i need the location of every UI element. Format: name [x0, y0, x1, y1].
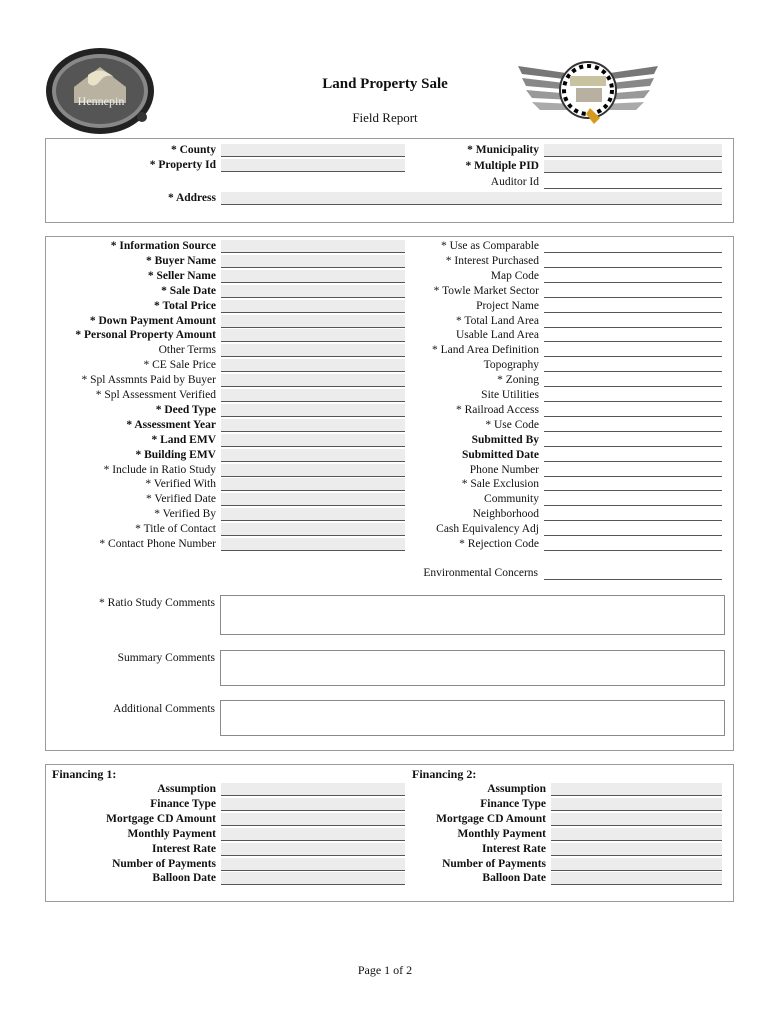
address-row	[0, 191, 770, 206]
total-price-label: * Total Price	[154, 300, 216, 312]
auditor-id-label: Auditor Id	[490, 176, 539, 188]
topography-row	[0, 358, 770, 373]
include-in-ratio-study-label: * Include in Ratio Study	[103, 464, 216, 476]
map-code-label: Map Code	[490, 270, 539, 282]
ce-sale-price-label: * CE Sale Price	[143, 359, 216, 371]
community-row	[0, 492, 770, 507]
deed-type-label: * Deed Type	[155, 404, 216, 416]
financing-2-mortgage-cd-amount-label: Mortgage CD Amount	[436, 813, 546, 825]
auditor-id-field[interactable]	[544, 176, 722, 189]
use-code-field[interactable]	[544, 419, 722, 432]
financing-1-mortgage-cd-amount-label: Mortgage CD Amount	[106, 813, 216, 825]
usable-land-area-label: Usable Land Area	[455, 329, 539, 341]
towle-market-sector-field[interactable]	[544, 285, 722, 298]
cash-equivalency-adj-field[interactable]	[544, 523, 722, 536]
submitted-date-field[interactable]	[544, 449, 722, 462]
financing-1-interest-rate-label: Interest Rate	[152, 843, 216, 855]
multiple-pid-row	[0, 159, 770, 174]
financing-2-monthly-payment-field[interactable]	[551, 828, 722, 841]
zoning-label: * Zoning	[497, 374, 539, 386]
use-code-label: * Use Code	[485, 419, 539, 431]
financing-2-interest-rate-row	[0, 842, 770, 857]
topography-label: Topography	[483, 359, 539, 371]
map-code-row	[0, 269, 770, 284]
project-name-field[interactable]	[544, 300, 722, 313]
financing-2-number-of-payments-row	[0, 857, 770, 872]
zoning-row	[0, 373, 770, 388]
phone-number-row	[0, 463, 770, 478]
land-area-definition-label: * Land Area Definition	[432, 344, 539, 356]
financing-2-interest-rate-field[interactable]	[551, 843, 722, 856]
interest-purchased-label: * Interest Purchased	[445, 255, 539, 267]
use-as-comparable-field[interactable]	[544, 240, 722, 253]
financing-2-number-of-payments-field[interactable]	[551, 858, 722, 871]
environmental-concerns-label: Environmental Concerns	[423, 567, 538, 579]
financing-2-balloon-date-row	[0, 871, 770, 886]
environmental-concerns-field[interactable]	[544, 567, 722, 580]
cash-equivalency-adj-row	[0, 522, 770, 537]
financing-2-mortgage-cd-amount-field[interactable]	[551, 813, 722, 826]
use-as-comparable-row	[0, 239, 770, 254]
rejection-code-label: * Rejection Code	[459, 538, 539, 550]
municipality-row	[0, 143, 770, 158]
neighborhood-row	[0, 507, 770, 522]
sale-exclusion-row	[0, 477, 770, 492]
usable-land-area-row	[0, 328, 770, 343]
neighborhood-field[interactable]	[544, 508, 722, 521]
interest-purchased-field[interactable]	[544, 255, 722, 268]
sale-exclusion-field[interactable]	[544, 478, 722, 491]
land-area-definition-row	[0, 343, 770, 358]
down-payment-amount-label: * Down Payment Amount	[89, 315, 216, 327]
financing-2-finance-type-field[interactable]	[551, 798, 722, 811]
zoning-field[interactable]	[544, 374, 722, 387]
environmental-concerns-row	[0, 566, 770, 581]
financing-1-finance-type-label: Finance Type	[150, 798, 216, 810]
financing-2-number-of-payments-label: Number of Payments	[442, 858, 546, 870]
verified-by-label: * Verified By	[154, 508, 216, 520]
hennepin-logo-text: Hennepin	[77, 94, 125, 108]
submitted-by-field[interactable]	[544, 434, 722, 447]
verified-with-label: * Verified With	[145, 478, 216, 490]
auditor-id-row	[0, 175, 770, 190]
title-of-contact-label: * Title of Contact	[135, 523, 216, 535]
financing-2-title: Financing 2:	[412, 767, 477, 781]
seller-name-label: * Seller Name	[147, 270, 216, 282]
financing-2-interest-rate-label: Interest Rate	[482, 843, 546, 855]
financing-2-assumption-field[interactable]	[551, 783, 722, 796]
financing-2-monthly-payment-row	[0, 827, 770, 842]
sale-date-label: * Sale Date	[161, 285, 216, 297]
spl-assmnts-paid-by-buyer-label: * Spl Assmnts Paid by Buyer	[81, 374, 216, 386]
page-title: Land Property Sale	[322, 76, 448, 92]
personal-property-amount-label: * Personal Property Amount	[75, 329, 216, 341]
interest-purchased-row	[0, 254, 770, 269]
project-name-label: Project Name	[476, 300, 539, 312]
buyer-name-label: * Buyer Name	[145, 255, 216, 267]
project-name-row	[0, 299, 770, 314]
railroad-access-row	[0, 403, 770, 418]
total-land-area-label: * Total Land Area	[456, 315, 539, 327]
ratio-study-comments-label: * Ratio Study Comments	[99, 597, 215, 609]
property-id-label: * Property Id	[149, 159, 216, 171]
land-emv-label: * Land EMV	[151, 434, 216, 446]
site-utilities-field[interactable]	[544, 389, 722, 402]
land-area-definition-field[interactable]	[544, 344, 722, 357]
address-field[interactable]	[221, 192, 722, 205]
use-as-comparable-label: * Use as Comparable	[440, 240, 539, 252]
financing-2-balloon-date-field[interactable]	[551, 872, 722, 885]
municipality-label: * Municipality	[467, 144, 539, 156]
information-source-label: * Information Source	[110, 240, 216, 252]
topography-field[interactable]	[544, 359, 722, 372]
multiple-pid-label: * Multiple PID	[465, 160, 539, 172]
financing-2-balloon-date-label: Balloon Date	[482, 872, 546, 884]
financing-1-number-of-payments-label: Number of Payments	[112, 858, 216, 870]
towle-market-sector-row	[0, 284, 770, 299]
spl-assessment-verified-label: * Spl Assessment Verified	[95, 389, 216, 401]
railroad-access-label: * Railroad Access	[455, 404, 539, 416]
financing-2-assumption-label: Assumption	[487, 783, 546, 795]
page-number: Page 1 of 2	[357, 963, 413, 977]
financing-1-monthly-payment-label: Monthly Payment	[127, 828, 216, 840]
multiple-pid-field[interactable]	[544, 160, 722, 173]
assessment-year-label: * Assessment Year	[126, 419, 216, 431]
submitted-by-row	[0, 433, 770, 448]
contact-phone-number-label: * Contact Phone Number	[99, 538, 216, 550]
financing-1-title: Financing 1:	[52, 767, 117, 781]
building-emv-label: * Building EMV	[135, 449, 216, 461]
submitted-date-row	[0, 448, 770, 463]
additional-comments-label: Additional Comments	[113, 703, 215, 715]
verified-date-label: * Verified Date	[145, 493, 216, 505]
total-land-area-field[interactable]	[544, 315, 722, 328]
financing-2-assumption-row	[0, 782, 770, 797]
rejection-code-row	[0, 537, 770, 552]
community-label: Community	[484, 493, 539, 505]
community-field[interactable]	[544, 493, 722, 506]
total-land-area-row	[0, 314, 770, 329]
map-code-field[interactable]	[544, 270, 722, 283]
submitted-by-label: Submitted By	[471, 434, 539, 446]
municipality-field[interactable]	[544, 144, 722, 157]
submitted-date-label: Submitted Date	[462, 449, 539, 461]
financing-2-finance-type-label: Finance Type	[480, 798, 546, 810]
sale-exclusion-label: * Sale Exclusion	[461, 478, 539, 490]
county-label: * County	[170, 144, 216, 156]
usable-land-area-field[interactable]	[544, 329, 722, 342]
additional-comments-textarea[interactable]	[220, 700, 725, 736]
summary-comments-textarea[interactable]	[220, 650, 725, 686]
other-terms-label: Other Terms	[158, 344, 216, 356]
site-utilities-label: Site Utilities	[481, 389, 539, 401]
neighborhood-label: Neighborhood	[472, 508, 539, 520]
ratio-study-comments-textarea[interactable]	[220, 595, 725, 635]
financing-2-mortgage-cd-amount-row	[0, 812, 770, 827]
summary-comments-label: Summary Comments	[117, 652, 215, 664]
cash-equivalency-adj-label: Cash Equivalency Adj	[436, 523, 539, 535]
financing-1-assumption-label: Assumption	[157, 783, 216, 795]
phone-number-field[interactable]	[544, 464, 722, 477]
page-subtitle: Field Report	[352, 110, 418, 125]
phone-number-label: Phone Number	[469, 464, 539, 476]
financing-2-finance-type-row	[0, 797, 770, 812]
address-label: * Address	[167, 192, 216, 204]
site-utilities-row	[0, 388, 770, 403]
towle-market-sector-label: * Towle Market Sector	[433, 285, 539, 297]
use-code-row	[0, 418, 770, 433]
financing-2-monthly-payment-label: Monthly Payment	[457, 828, 546, 840]
financing-1-balloon-date-label: Balloon Date	[152, 872, 216, 884]
railroad-access-field[interactable]	[544, 404, 722, 417]
rejection-code-field[interactable]	[544, 538, 722, 551]
